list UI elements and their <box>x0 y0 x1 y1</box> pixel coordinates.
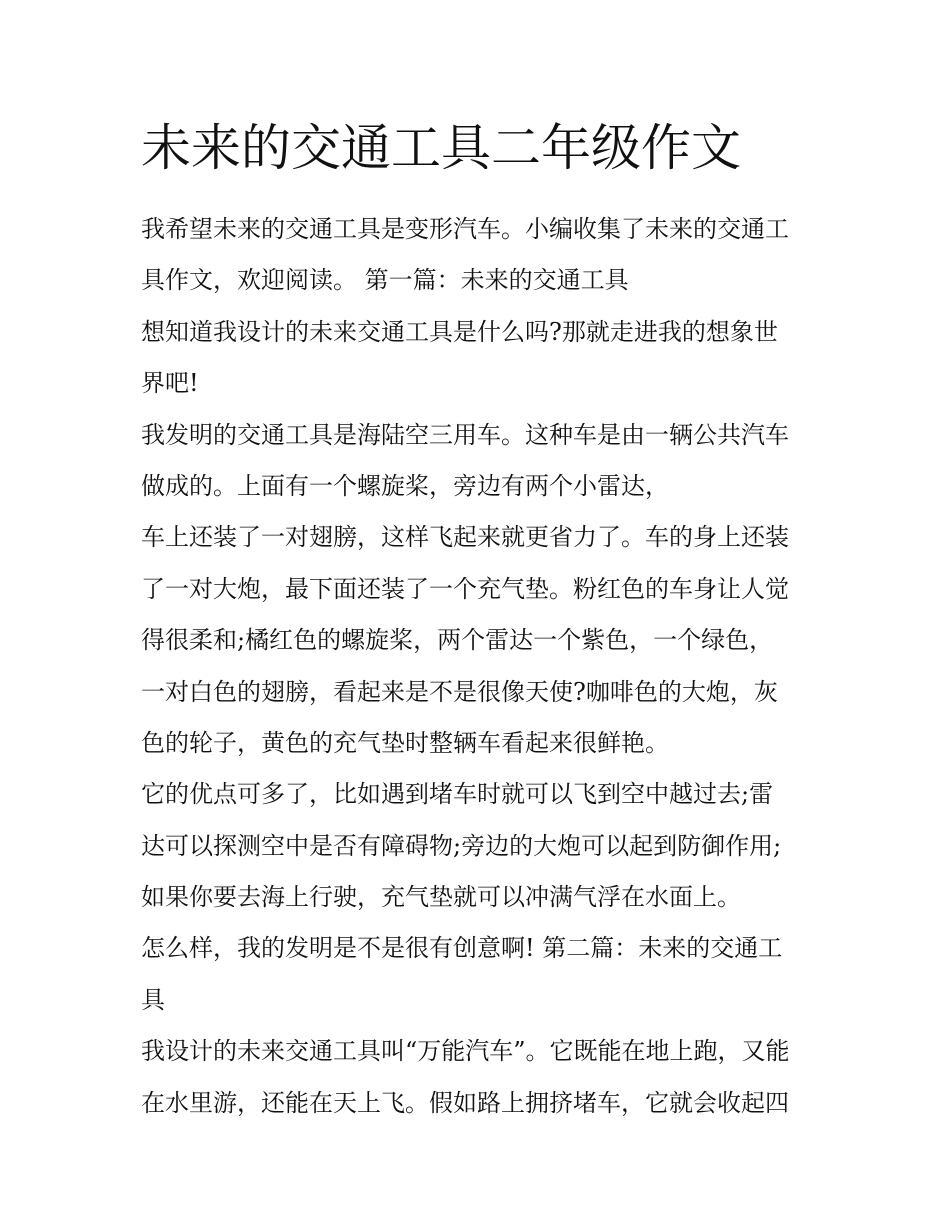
text-line: 具 <box>141 985 165 1014</box>
text-line: 我希望未来的交通工具是变形汽车。小编收集了未来的交通工 <box>141 215 789 243</box>
text-line: 车上还装了一对翅膀，这样飞起来就更省力了。车的身上还装 <box>141 523 789 552</box>
text-line: 在水里游，还能在天上飞。假如路上拥挤堵车，它就会收起四 <box>141 1088 789 1117</box>
text-line: 具作文，欢迎阅读。 第一篇：未来的交通工具 <box>141 266 629 295</box>
text-line: 色的轮子，黄色的充气垫时整辆车看起来很鲜艳。 <box>141 728 669 757</box>
text-line: 达可以探测空中是否有障碍物;旁边的大炮可以起到防御作用; <box>141 831 782 860</box>
text-line: 想知道我设计的未来交通工具是什么吗?那就走进我的想象世 <box>141 317 778 346</box>
text-line: 界吧! <box>141 369 199 398</box>
text-line: 怎么样，我的发明是不是很有创意啊! 第二篇：未来的交通工 <box>141 934 783 963</box>
text-line: 如果你要去海上行驶，充气垫就可以冲满气浮在水面上。 <box>141 883 741 912</box>
text-line: 得很柔和;橘红色的螺旋桨，两个雷达一个紫色，一个绿色， <box>141 626 774 655</box>
text-line: 了一对大炮，最下面还装了一个充气垫。粉红色的车身让人觉 <box>141 574 789 603</box>
document-body <box>141 112 821 1129</box>
text-line: 做成的。上面有一个螺旋桨，旁边有两个小雷达， <box>141 471 669 500</box>
document-title: 未来的交通工具二年级作文 <box>141 119 741 177</box>
text-line: 它的优点可多了，比如遇到堵车时就可以飞到空中越过去;雷 <box>141 780 774 809</box>
text-line: 我设计的未来交通工具叫“万能汽车”。它既能在地上跑，又能 <box>141 1037 790 1066</box>
text-line: 一对白色的翅膀，看起来是不是很像天使?咖啡色的大炮，灰 <box>141 677 778 706</box>
text-line: 我发明的交通工具是海陆空三用车。这种车是由一辆公共汽车 <box>141 420 789 449</box>
